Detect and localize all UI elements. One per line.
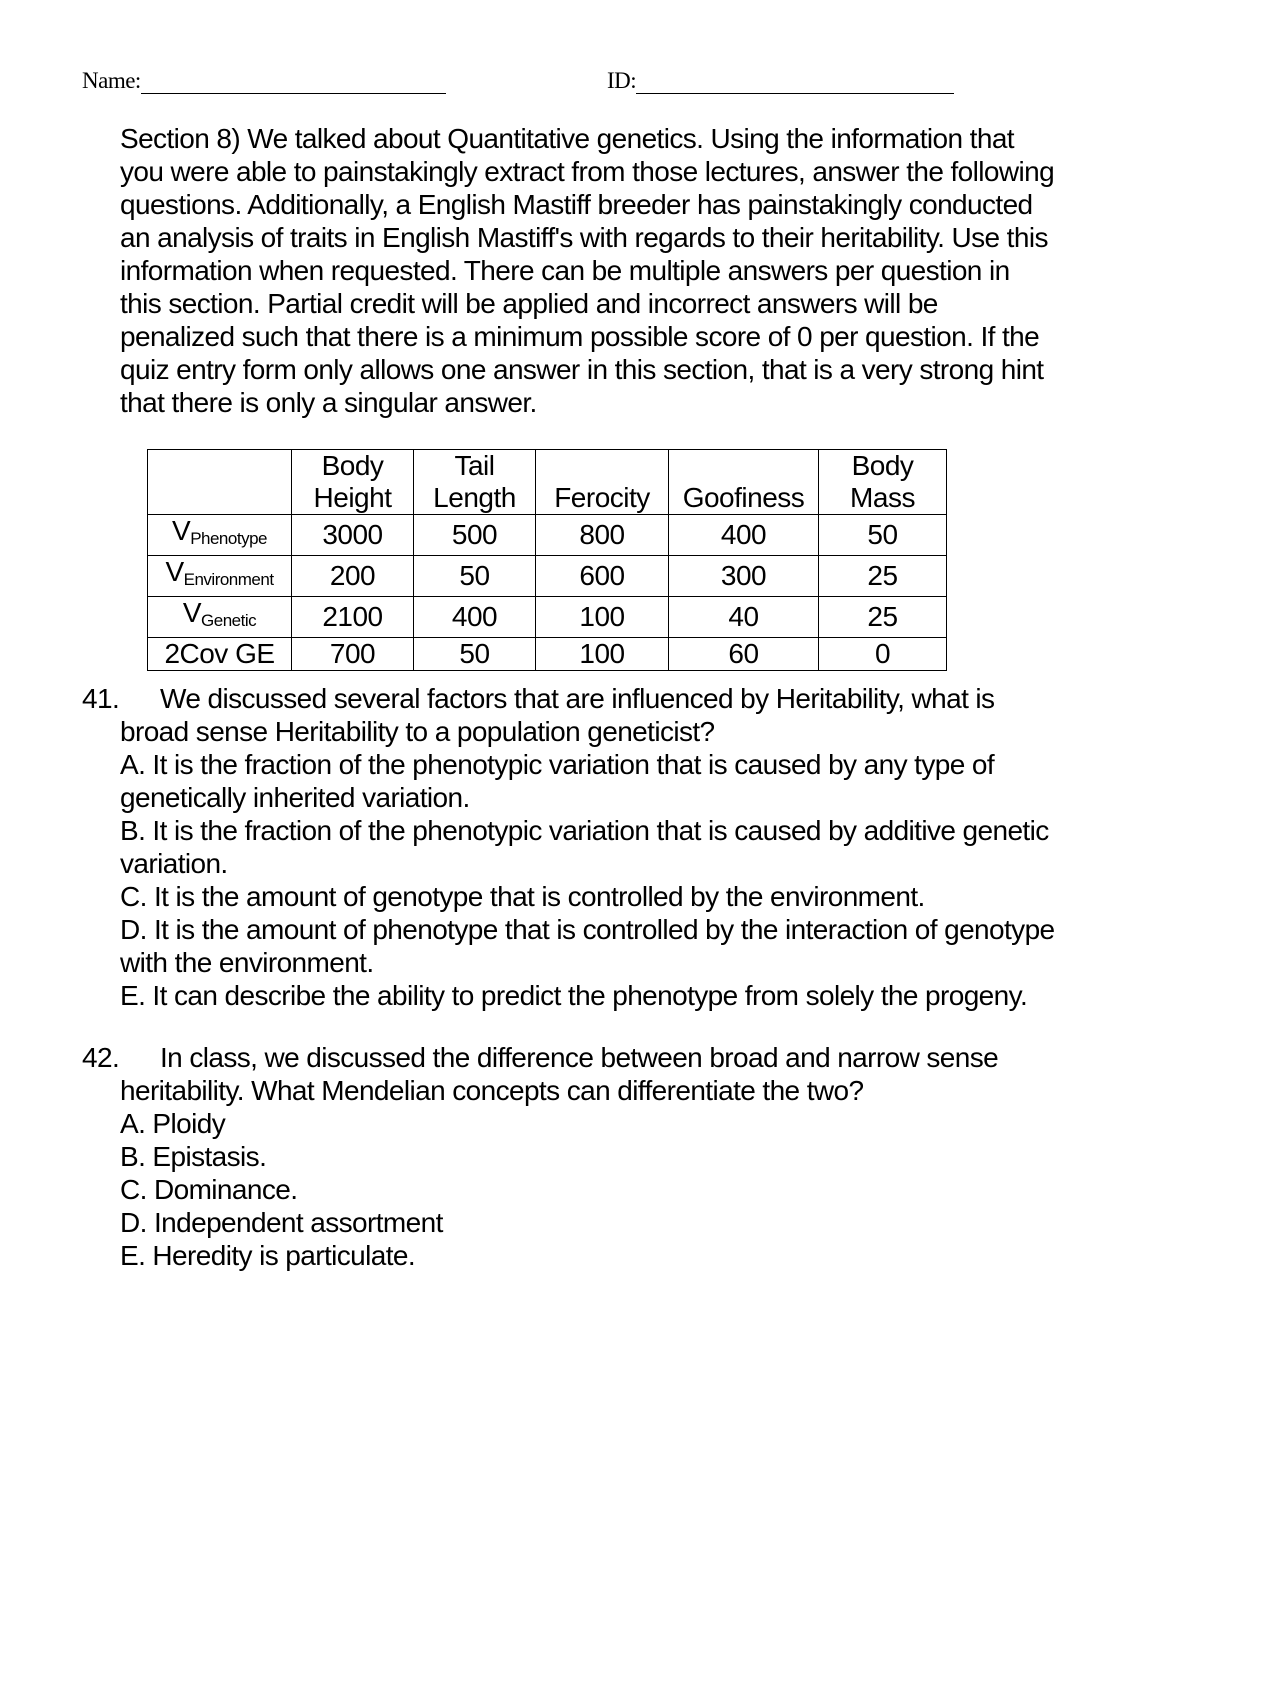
row-label-main: 2Cov GE <box>164 638 275 669</box>
column-header-line <box>154 482 285 514</box>
answer-option[interactable]: C. Dominance. <box>120 1174 298 1205</box>
column-header <box>536 450 669 515</box>
table-cell: 100 <box>536 597 669 638</box>
answer-option[interactable]: D. It is the amount of phenotype that is controlled by the interaction of genotype <box>120 914 1055 945</box>
row-label <box>148 638 292 671</box>
table-cell: 300 <box>669 556 819 597</box>
table-cell: 600 <box>536 556 669 597</box>
table-cell: 25 <box>819 556 947 597</box>
column-header <box>148 450 292 515</box>
table-cell: 60 <box>669 638 819 671</box>
table-row <box>148 515 947 556</box>
table-cell: 50 <box>414 638 536 671</box>
column-header <box>414 450 536 515</box>
table-cell: 500 <box>414 515 536 556</box>
column-header-line: Tail <box>454 450 495 481</box>
column-header-line: Ferocity <box>554 482 650 513</box>
row-label <box>148 597 292 638</box>
table-header-row <box>148 450 947 515</box>
column-header-line <box>542 450 662 482</box>
question-text-line: genetically inherited variation. <box>120 782 470 813</box>
row-label <box>148 515 292 556</box>
table-cell: 50 <box>819 515 947 556</box>
question-text-line: with the environment. <box>120 947 374 978</box>
row-label-main: V <box>172 515 191 546</box>
column-header-line: Goofiness <box>682 482 805 513</box>
table-cell: 400 <box>414 597 536 638</box>
answer-option[interactable]: D. Independent assortment <box>120 1207 443 1238</box>
table-row <box>148 556 947 597</box>
id-label: ID: <box>607 68 637 93</box>
column-header-line: Mass <box>850 482 915 513</box>
column-header-line: Height <box>313 482 392 513</box>
name-field[interactable] <box>82 68 446 94</box>
question-text-line: We discussed several factors that are influenced by Heritability, what is <box>160 683 995 714</box>
intro-line: information when requested. There can be multiple answers per question in <box>120 255 1010 286</box>
column-header <box>292 450 414 515</box>
intro-line: quiz entry form only allows one answer in this section, that is a very strong hint <box>120 354 1044 385</box>
intro-line: an analysis of traits in English Mastiff's with regards to their heritability. Use this <box>120 222 1048 253</box>
table-cell: 0 <box>819 638 947 671</box>
answer-option[interactable]: C. It is the amount of genotype that is controlled by the environment. <box>120 881 925 912</box>
column-header-line: Body <box>321 450 384 481</box>
row-label-subscript: Environment <box>183 570 274 589</box>
column-header-line: Body <box>851 450 914 481</box>
table-cell: 3000 <box>292 515 414 556</box>
table-cell: 800 <box>536 515 669 556</box>
row-label-main: V <box>165 556 184 587</box>
heritability-table <box>147 449 947 671</box>
answer-option[interactable]: E. Heredity is particulate. <box>120 1240 416 1271</box>
intro-line: that there is only a singular answer. <box>120 387 537 418</box>
row-label-subscript: Phenotype <box>190 529 267 548</box>
question-number: 41. <box>82 683 120 714</box>
table-row <box>148 638 947 671</box>
question-42 <box>82 1042 999 1273</box>
intro-line: Section 8) We talked about Quantitative genetics. Using the information that <box>120 123 1014 154</box>
column-header-line: Length <box>433 482 516 513</box>
table-cell: 400 <box>669 515 819 556</box>
section-intro <box>120 122 1054 419</box>
table-cell: 40 <box>669 597 819 638</box>
table-cell: 25 <box>819 597 947 638</box>
question-41 <box>82 682 1055 1012</box>
row-label-main: V <box>182 597 202 628</box>
question-number: 42. <box>82 1042 120 1073</box>
column-header <box>819 450 947 515</box>
answer-option[interactable]: B. It is the fraction of the phenotypic variation that is caused by additive genetic <box>120 815 1049 846</box>
name-blank[interactable] <box>141 69 446 94</box>
question-text-line: heritability. What Mendelian concepts can differentiate the two? <box>120 1075 864 1106</box>
intro-line: questions. Additionally, a English Mastiff breeder has painstakingly conducted <box>120 189 1033 220</box>
id-field[interactable] <box>607 68 954 94</box>
table-cell: 700 <box>292 638 414 671</box>
id-blank[interactable] <box>636 69 954 94</box>
intro-line: penalized such that there is a minimum possible score of 0 per question. If the <box>120 321 1040 352</box>
row-label-subscript: Genetic <box>201 611 257 630</box>
question-text-line: In class, we discussed the difference between broad and narrow sense <box>160 1042 999 1073</box>
answer-option[interactable]: A. It is the fraction of the phenotypic variation that is caused by any type of <box>120 749 995 780</box>
question-text-line: variation. <box>120 848 228 879</box>
answer-option[interactable]: E. It can describe the ability to predict the phenotype from solely the progeny. <box>120 980 1028 1011</box>
column-header-line <box>154 450 285 482</box>
table-cell: 100 <box>536 638 669 671</box>
table-cell: 2100 <box>292 597 414 638</box>
intro-line: you were able to painstakingly extract from those lectures, answer the following <box>120 156 1055 187</box>
question-text-line: broad sense Heritability to a population geneticist? <box>120 716 715 747</box>
intro-line: this section. Partial credit will be applied and incorrect answers will be <box>120 288 938 319</box>
table-cell: 50 <box>414 556 536 597</box>
name-label: Name: <box>82 68 141 93</box>
table-cell: 200 <box>292 556 414 597</box>
column-header-line <box>675 450 812 482</box>
row-label <box>148 556 292 597</box>
table-row <box>148 597 947 638</box>
column-header <box>669 450 819 515</box>
answer-option[interactable]: B. Epistasis. <box>120 1141 267 1172</box>
answer-option[interactable]: A. Ploidy <box>120 1108 226 1139</box>
